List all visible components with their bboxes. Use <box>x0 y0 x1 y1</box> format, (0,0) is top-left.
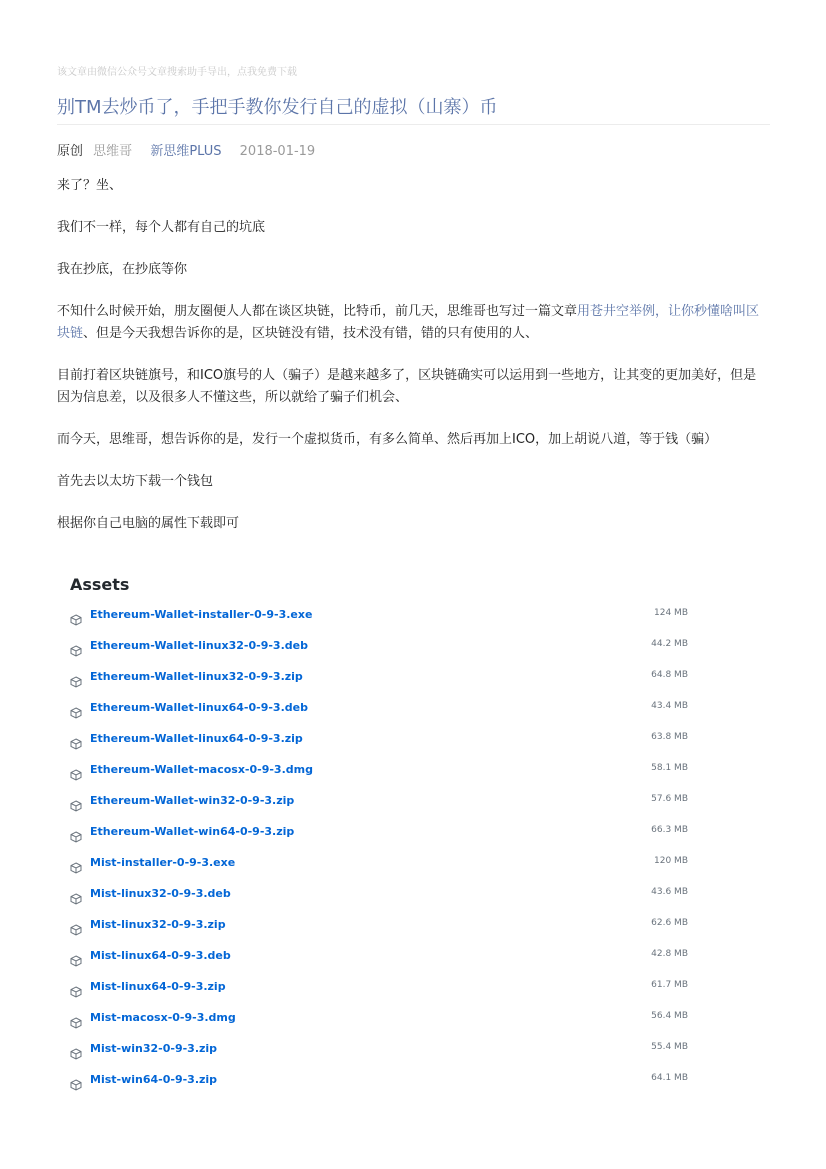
asset-row[interactable] <box>70 762 688 782</box>
paragraph-text: 不知什么时候开始，朋友圈便人人都在谈区块链，比特币，前几天，思维哥也写过一篇文章 <box>57 304 578 319</box>
asset-download-link[interactable]: Mist-linux32-0-9-3.deb <box>90 887 231 900</box>
package-icon <box>70 766 82 778</box>
asset-download-link[interactable]: Mist-installer-0-9-3.exe <box>90 856 236 869</box>
asset-size: 55.4 MB <box>651 1042 688 1052</box>
assets-heading: Assets <box>70 575 130 594</box>
asset-row[interactable] <box>70 1041 688 1061</box>
package-icon <box>70 983 82 995</box>
package-icon <box>70 1076 82 1088</box>
package-icon <box>70 735 82 747</box>
asset-download-link[interactable]: Mist-linux32-0-9-3.zip <box>90 918 226 931</box>
account-link[interactable]: 新思维PLUS <box>150 144 222 159</box>
asset-download-link[interactable]: Ethereum-Wallet-linux64-0-9-3.deb <box>90 701 308 714</box>
asset-download-link[interactable]: Mist-macosx-0-9-3.dmg <box>90 1011 236 1024</box>
asset-download-link[interactable]: Mist-linux64-0-9-3.deb <box>90 949 231 962</box>
asset-download-link[interactable]: Ethereum-Wallet-linux64-0-9-3.zip <box>90 732 303 745</box>
asset-size: 61.7 MB <box>651 980 688 990</box>
asset-download-link[interactable]: Ethereum-Wallet-win64-0-9-3.zip <box>90 825 295 838</box>
asset-size: 63.8 MB <box>651 732 688 742</box>
package-icon <box>70 1045 82 1057</box>
asset-row[interactable] <box>70 793 688 813</box>
paragraph-text: 、但是今天我想告诉你的是，区块链没有错，技术没有错，错的只有使用的人、 <box>83 326 539 341</box>
asset-row[interactable] <box>70 1072 688 1092</box>
asset-size: 62.6 MB <box>651 918 688 928</box>
asset-size: 57.6 MB <box>651 794 688 804</box>
asset-row[interactable] <box>70 886 688 906</box>
asset-row[interactable] <box>70 700 688 720</box>
original-tag: 原创 <box>57 144 84 159</box>
asset-row[interactable] <box>70 979 688 999</box>
asset-download-link[interactable]: Ethereum-Wallet-win32-0-9-3.zip <box>90 794 295 807</box>
package-icon <box>70 890 82 902</box>
asset-row[interactable] <box>70 855 688 875</box>
asset-row[interactable] <box>70 1010 688 1030</box>
asset-size: 64.1 MB <box>651 1073 688 1083</box>
asset-size: 42.8 MB <box>651 949 688 959</box>
asset-size: 120 MB <box>654 856 688 866</box>
asset-row[interactable] <box>70 948 688 968</box>
package-icon <box>70 704 82 716</box>
paragraph: 我们不一样，每个人都有自己的坑底 <box>57 220 266 235</box>
asset-row[interactable] <box>70 607 688 627</box>
asset-download-link[interactable]: Ethereum-Wallet-linux32-0-9-3.deb <box>90 639 308 652</box>
paragraph: 我在抄底，在抄底等你 <box>57 262 188 277</box>
package-icon <box>70 797 82 809</box>
asset-download-link[interactable]: Ethereum-Wallet-macosx-0-9-3.dmg <box>90 763 313 776</box>
package-icon <box>70 673 82 685</box>
package-icon <box>70 611 82 623</box>
package-icon <box>70 921 82 933</box>
asset-download-link[interactable]: Ethereum-Wallet-linux32-0-9-3.zip <box>90 670 303 683</box>
paragraph: 目前打着区块链旗号，和ICO旗号的人（骗子）是越来越多了，区块链确实可以运用到一些地方，让其变的更加美好，但是因为信息差，以及很多人不懂这些，所以就给了骗子们机会、 <box>57 368 757 405</box>
asset-size: 56.4 MB <box>651 1011 688 1021</box>
asset-row[interactable] <box>70 669 688 689</box>
asset-row[interactable] <box>70 638 688 658</box>
asset-size: 43.6 MB <box>651 887 688 897</box>
asset-download-link[interactable]: Mist-win32-0-9-3.zip <box>90 1042 218 1055</box>
article-meta <box>57 140 315 159</box>
package-icon <box>70 642 82 654</box>
asset-size: 66.3 MB <box>651 825 688 835</box>
article-body <box>57 175 769 535</box>
paragraph: 来了？坐、 <box>57 178 123 193</box>
paragraph: 而今天，思维哥，想告诉你的是，发行一个虚拟货币，有多么简单、然后再加上ICO，加上胡说八道，等于钱（骗） <box>57 432 718 447</box>
title-divider <box>57 124 770 125</box>
paragraph: 根据你自己电脑的属性下载即可 <box>57 516 240 531</box>
export-notice-link[interactable]: 该文章由微信公众号文章搜索助手导出，点我免费下载 <box>57 67 297 78</box>
asset-row[interactable] <box>70 824 688 844</box>
asset-size: 44.2 MB <box>651 639 688 649</box>
asset-row[interactable] <box>70 917 688 937</box>
article-title: 别TM去炒币了，手把手教你发行自己的虚拟（山寨）币 <box>57 97 498 118</box>
asset-row[interactable] <box>70 731 688 751</box>
asset-download-link[interactable]: Mist-win64-0-9-3.zip <box>90 1073 218 1086</box>
asset-size: 58.1 MB <box>651 763 688 773</box>
package-icon <box>70 859 82 871</box>
author-name: 思维哥 <box>93 144 133 159</box>
package-icon <box>70 828 82 840</box>
asset-size: 64.8 MB <box>651 670 688 680</box>
paragraph: 首先去以太坊下载一个钱包 <box>57 474 214 489</box>
related-article-link[interactable]: 用苍井空举例，让你秒懂啥叫区块链 <box>57 304 760 341</box>
publish-date: 2018-01-19 <box>239 144 316 159</box>
package-icon <box>70 952 82 964</box>
paragraph <box>57 301 769 345</box>
asset-size: 124 MB <box>654 608 688 618</box>
asset-download-link[interactable]: Mist-linux64-0-9-3.zip <box>90 980 226 993</box>
package-icon <box>70 1014 82 1026</box>
asset-size: 43.4 MB <box>651 701 688 711</box>
asset-download-link[interactable]: Ethereum-Wallet-installer-0-9-3.exe <box>90 608 313 621</box>
